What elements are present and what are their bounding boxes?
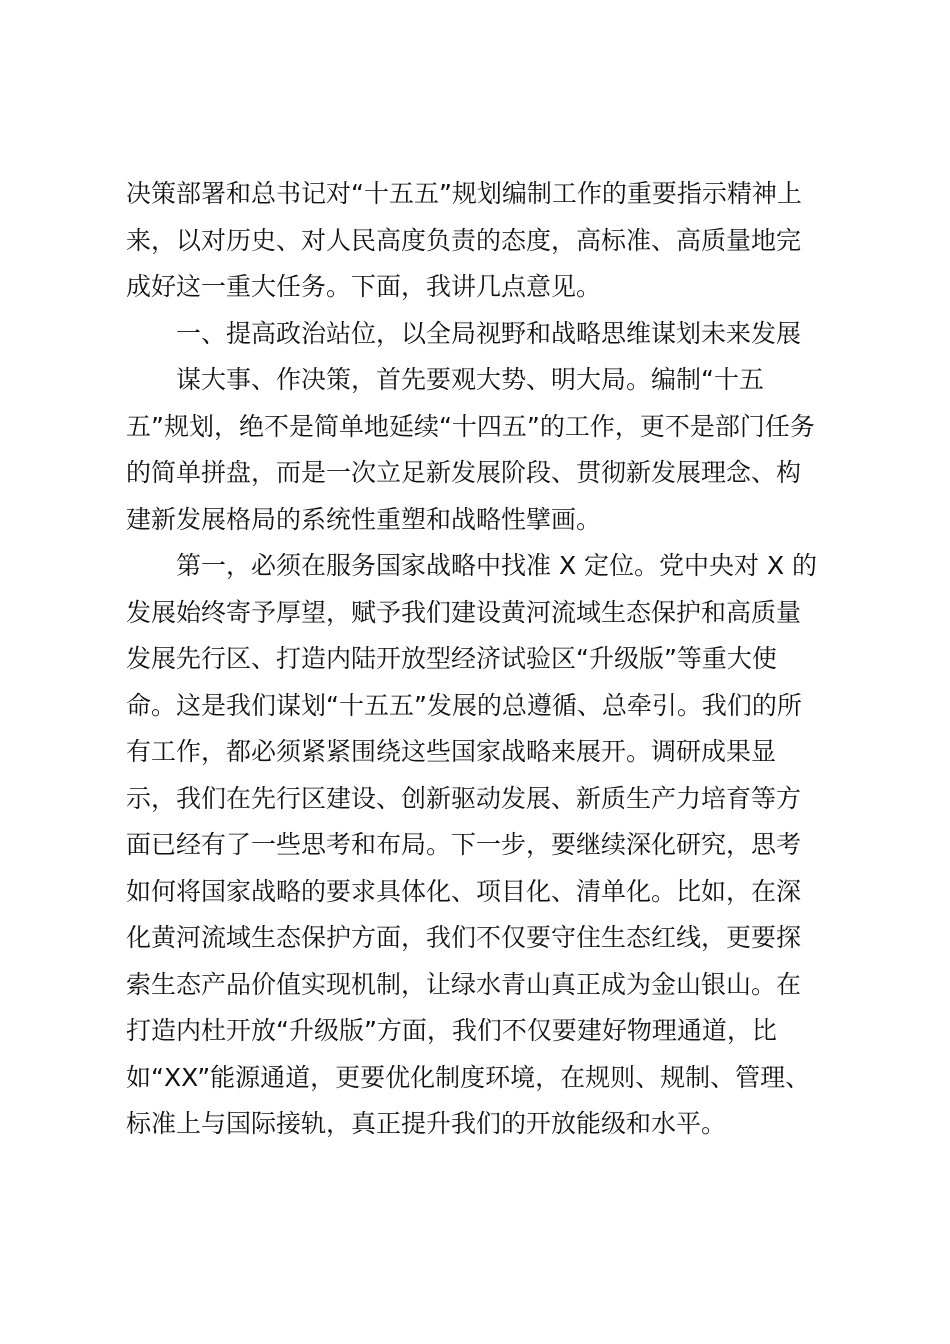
text-line: 发展始终寄予厚望，赋予我们建设黄河流域生态保护和高质量 [126,597,802,627]
text-line: 决策部署和总书记对“十五五”规划编制工作的重要指示精神上 [126,179,802,208]
text-line: 索生态产品价值实现机制，让绿水青山真正成为金山银山。在 [126,969,802,999]
text-line: 第一，必须在服务国家战略中找准 X 定位。党中央对 X 的 [176,551,818,580]
text-line: 有工作，都必须紧紧围绕这些国家战略来展开。调研成果显 [126,737,777,766]
text-line: 化黄河流域生态保护方面，我们不仅要守住生态红线，更要探 [126,923,802,952]
text-line: 打造内杜开放“升级版”方面，我们不仅要建好物理通道，比 [126,1016,777,1045]
text-line: 示，我们在先行区建设、创新驱动发展、新质生产力培育等方 [126,783,802,813]
text-line: 来，以对历史、对人民高度负责的态度，高标准、高质量地完 [126,225,802,255]
text-line: 标准上与国际接轨，真正提升我们的开放能级和水平。 [126,1109,727,1138]
text-line: 发展先行区、打造内陆开放型经济试验区“升级版”等重大使 [126,644,777,673]
text-line: 的简单拼盘，而是一次立足新发展阶段、贯彻新发展理念、构 [126,458,802,487]
text-line: 面已经有了一些思考和布局。下一步，要继续深化研究，思考 [126,830,802,859]
text-line: 五”规划，绝不是简单地延续“十四五”的工作，更不是部门任务 [126,411,815,441]
text-line: 如“XX”能源通道，更要优化制度环境，在规则、规制、管理、 [126,1062,811,1092]
text-line: 谋大事、作决策，首先要观大势、明大局。编制“十五 [176,365,764,394]
text-line: 命。这是我们谋划“十五五”发展的总遵循、总牵引。我们的所 [126,690,802,720]
text-line: 如何将国家战略的要求具体化、项目化、清单化。比如，在深 [126,876,802,906]
text-line: 成好这一重大任务。下面，我讲几点意见。 [126,272,602,301]
body-text [126,171,826,1148]
text-line: 一、提高政治站位，以全局视野和战略思维谋划未来发展 [176,318,802,348]
text-line: 建新发展格局的系统性重塑和战略性擘画。 [126,504,602,534]
